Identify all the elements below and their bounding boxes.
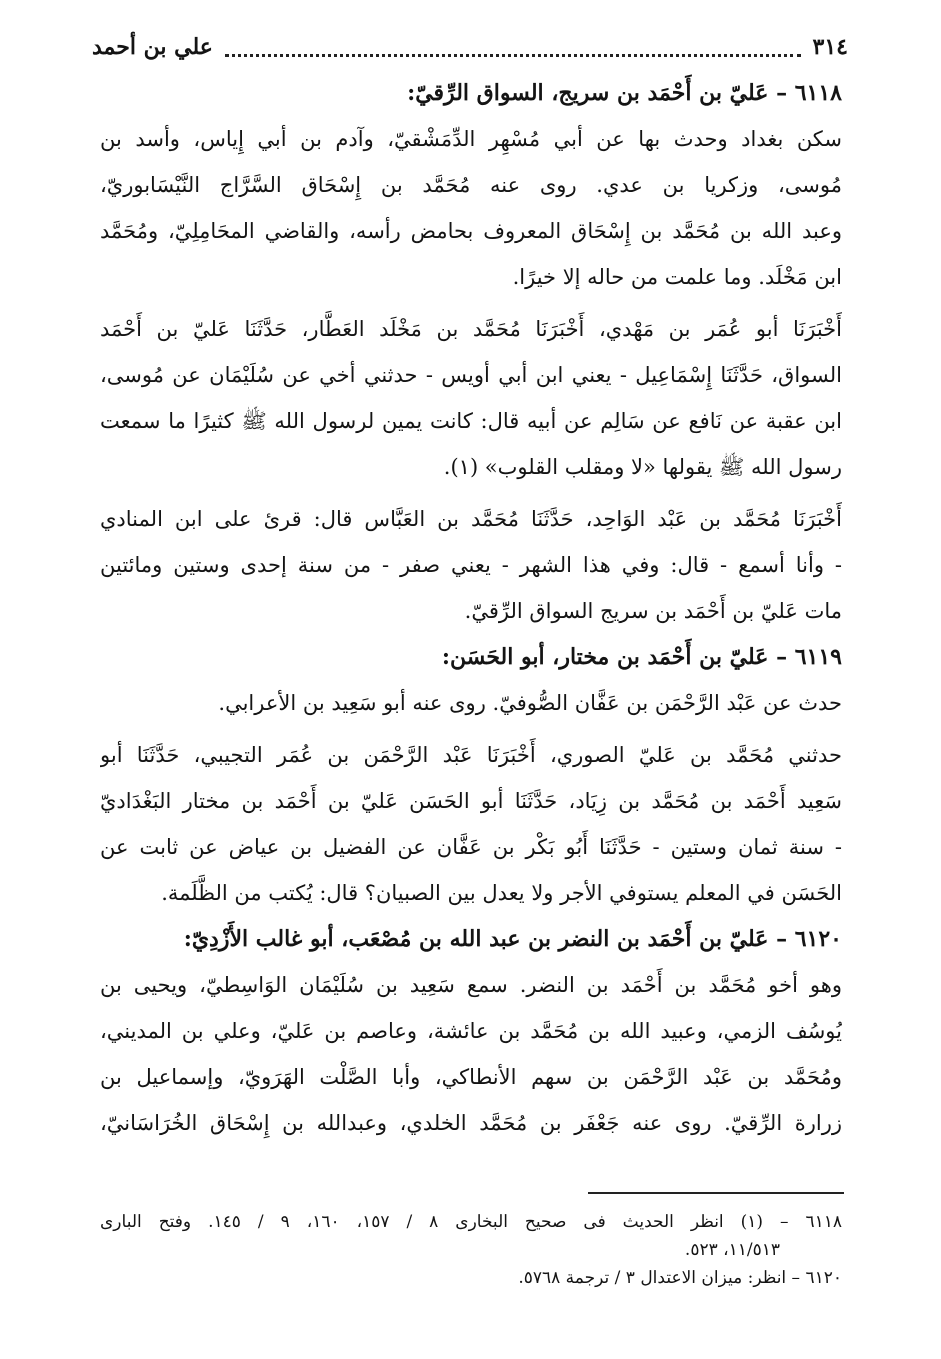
text-line: أَخْبَرَنَا أبو عُمَر بن مَهْدي، أَخْبَرَنَا مُحَمَّد بن مَخْلَد العَطَّار، حَدَّثَنَا عَليّ بن أَحْمَد bbox=[100, 317, 842, 341]
text-line: حدث عن عَبْد الرَّحْمَن بن عَفَّان الصُّوفيّ. روى عنه أبو سَعِيد بن الأعرابي. bbox=[218, 691, 842, 715]
text-line: مُوسى، وزكريا بن عدي. روى عنه مُحَمَّد بن إِسْحَاق السَّرَّاج النَّيْسَابوريّ، bbox=[100, 173, 842, 197]
entry-heading: ٦١٢٠ – عَليّ بن أَحْمَد بن النضر بن عبد الله بن مُصْعَب، أبو غالب الأَزْدِيّ: bbox=[183, 926, 842, 952]
text-line: سَعِيد أَحْمَد بن مُحَمَّد بن زِيَاد، حَدَّثَنَا أبو الحَسَن عَليّ بن أَحْمَد بن مختار البَغْدَاديّ bbox=[100, 789, 842, 813]
footnote-separator bbox=[588, 1192, 844, 1194]
footnote-line: ١١/٥١٣، ٥٢٣. bbox=[684, 1240, 780, 1260]
header-dotted-leader bbox=[225, 38, 801, 57]
text-line: مات عَليّ بن أَحْمَد بن سريج السواق الرِّقيّ. bbox=[464, 599, 842, 623]
running-title: علي بن أحمد bbox=[92, 34, 213, 60]
entry-heading: ٦١١٩ – عَليّ بن أَحْمَد بن مختار، أبو الحَسَن: bbox=[441, 644, 842, 670]
text-line: يُوسُف الزمي، وعبيد الله بن مُحَمَّد بن عائشة، وعاصم بن عَليّ، وعلي بن المديني، bbox=[100, 1019, 842, 1043]
text-line: زرارة الرِّقيّ. روى عنه جَعْفَر بن مُحَمَّد الخلدي، وعبدالله بن إِسْحَاق الخُرَاسَانيّ، bbox=[100, 1111, 842, 1135]
page-number: ٣١٤ bbox=[812, 34, 848, 60]
footnotes bbox=[100, 1208, 842, 1292]
text-line: الحَسَن في المعلم يستوفي الأجر ولا يعدل بين الصبيان؟ قال: يُكتب من الظَّلَمة. bbox=[161, 881, 842, 905]
text-line: السواق، حَدَّثَنَا إِسْمَاعِيل - يعني ابن أبي أويس - حدثني أخي عن سُلَيْمَان عن مُوسى، bbox=[100, 363, 842, 387]
page-header bbox=[92, 30, 848, 64]
text-line: ابن عقبة عن نَافع عن سَالِم عن أبيه قال: كانت يمين لرسول الله ﷺ كثيرًا ما سمعت bbox=[100, 409, 842, 433]
text-line: وهو أخو مُحَمَّد بن أَحْمَد بن النضر. سمع سَعِيد بن سُلَيْمَان الوَاسِطيّ، ويحيى بن bbox=[100, 973, 842, 997]
main-text bbox=[100, 70, 842, 1146]
text-line: - سنة ثمان وستين - حَدَّثَنَا أَبُو بَكْر بن عَفَّان عن الفضيل بن عياض عن ثابت عن bbox=[100, 835, 842, 859]
text-line: حدثني مُحَمَّد بن عَليّ الصوري، أَخْبَرَنَا عَبْد الرَّحْمَن بن عُمَر التجيبي، حَدَّثَنَا أبو bbox=[100, 743, 842, 767]
footnote-line: ٦١١٨ – (١) انظر الحديث فى صحيح البخارى ٨ / ١٥٧، ١٦٠، ٩ / ١٤٥. وفتح البارى bbox=[100, 1212, 842, 1232]
footnote-line: ٦١٢٠ – انظر: ميزان الاعتدال ٣ / ترجمة ٥٧٦٨. bbox=[518, 1268, 842, 1288]
text-line: ابن مَخْلَد. وما علمت من حاله إلا خيرًا. bbox=[512, 265, 842, 289]
text-line: - وأنا أسمع - قال: وفي هذا الشهر - يعني صفر - من سنة إحدى وستين ومائتين bbox=[100, 553, 842, 577]
text-line: سكن بغداد وحدث بها عن أبي مُسْهِر الدِّمَشْقيّ، وآدم بن أبي إِياس، وأسد بن bbox=[100, 127, 842, 151]
text-line: وعبد الله بن مُحَمَّد بن إِسْحَاق المعروف بحامض رأسه، والقاضي المحَامِلِيّ، ومُحَمَّد bbox=[100, 219, 842, 243]
entry-heading: ٦١١٨ – عَليّ بن أَحْمَد بن سريج، السواق الرِّقيّ: bbox=[407, 80, 842, 106]
text-line: ومُحَمَّد بن عَبْد الرَّحْمَن بن سهم الأنطاكي، وأبا الصَّلْت الهَرَويّ، وإسماعيل بن bbox=[100, 1065, 842, 1089]
text-line: أَخْبَرَنَا مُحَمَّد بن عَبْد الوَاحِد، حَدَّثَنَا مُحَمَّد بن العَبَّاس قال: قرئ على ابن المنادي bbox=[100, 507, 842, 531]
text-line: رسول الله ﷺ يقولها «لا ومقلب القلوب» (١). bbox=[443, 455, 842, 479]
